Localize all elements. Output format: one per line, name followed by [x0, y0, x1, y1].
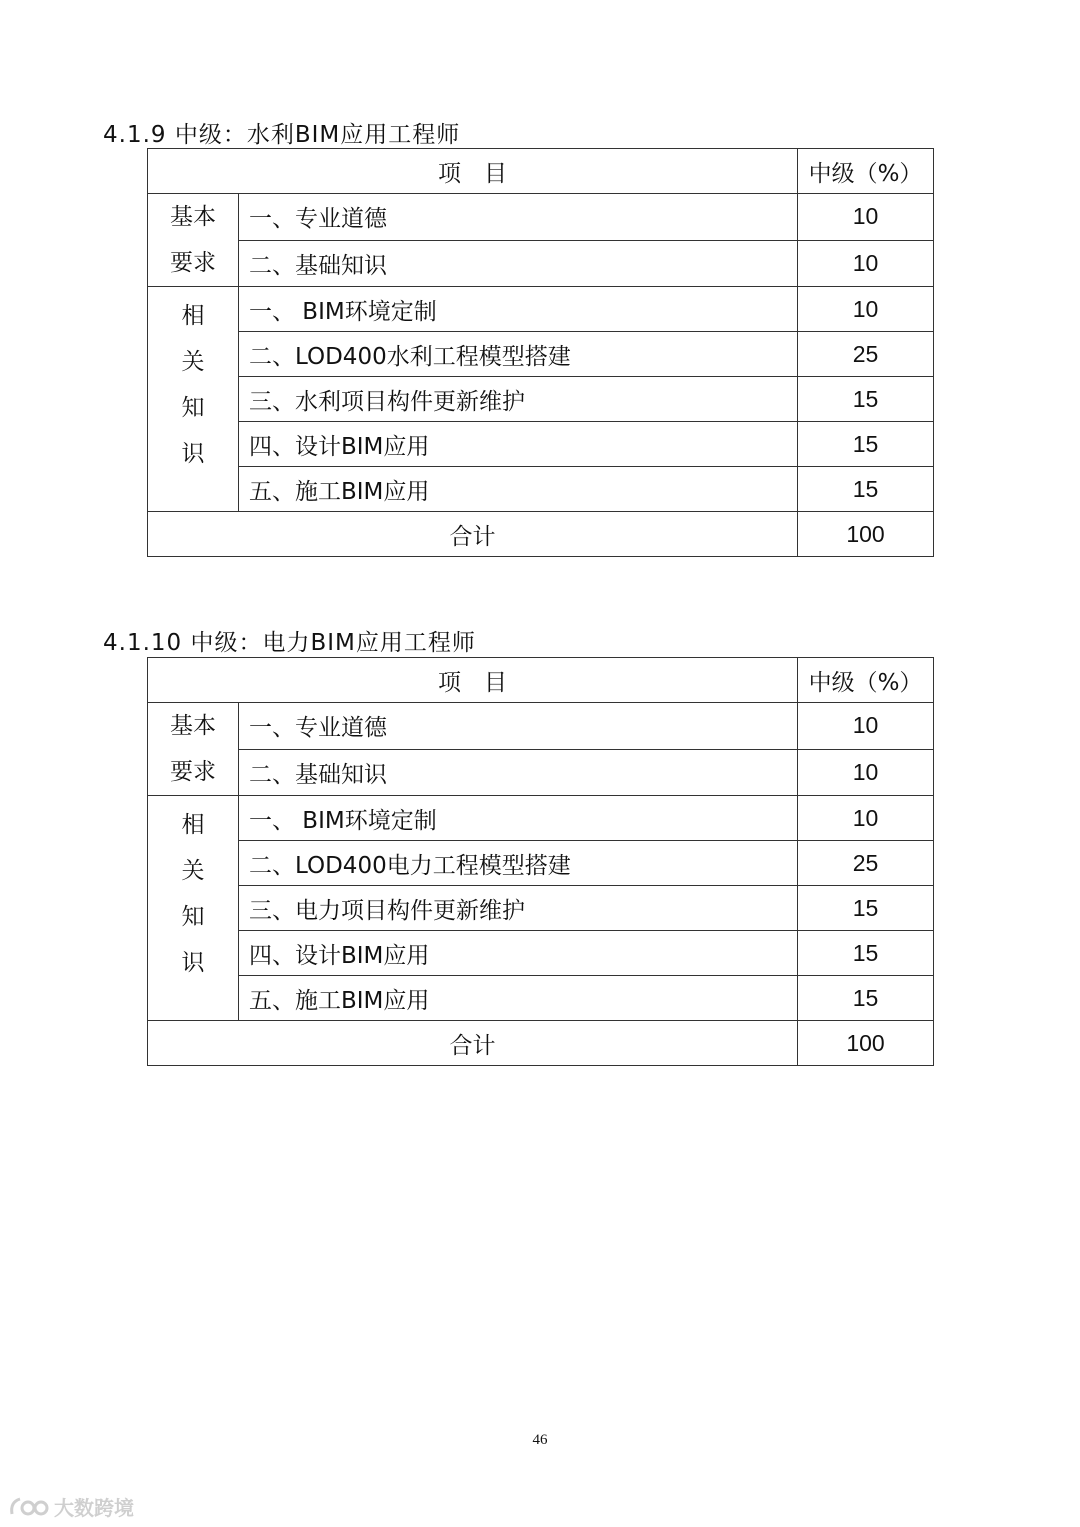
- brand-logo-icon: [8, 1494, 50, 1520]
- row-percent: 10: [798, 749, 934, 796]
- table-row: [148, 749, 934, 796]
- table-total-row: [148, 512, 934, 557]
- category-text: 基本: [170, 204, 216, 230]
- section-title-water: 4.1.9 中级：水利BIM应用工程师: [103, 122, 461, 148]
- row-percent: 25: [798, 841, 934, 886]
- row-item: 一、 BIM环境定制: [239, 796, 798, 841]
- category-text: 基本: [170, 713, 216, 739]
- table-row: [148, 886, 934, 931]
- watermark: [8, 1492, 134, 1521]
- row-item: 二、基础知识: [239, 749, 798, 796]
- row-percent: 10: [798, 287, 934, 332]
- total-percent: 100: [798, 1021, 934, 1066]
- page-number: 46: [532, 1432, 548, 1448]
- table-row: [148, 703, 934, 750]
- category-text: 要求: [170, 250, 216, 276]
- header-level: 中级（%）: [798, 149, 934, 194]
- total-percent: 100: [798, 512, 934, 557]
- row-percent: 15: [798, 377, 934, 422]
- row-item: 五、施工BIM应用: [239, 976, 798, 1021]
- score-table-water: [147, 148, 934, 557]
- category-text: 关: [181, 349, 205, 375]
- score-table-power: [147, 657, 934, 1066]
- row-percent: 25: [798, 332, 934, 377]
- row-percent: 10: [798, 194, 934, 241]
- table-row: [148, 976, 934, 1021]
- header-item: 项 目: [148, 149, 798, 194]
- section-title-power: 4.1.10 中级：电力BIM应用工程师: [103, 630, 476, 656]
- category-text: 关: [181, 858, 205, 884]
- category-text: 知: [181, 904, 205, 930]
- row-percent: 10: [798, 240, 934, 287]
- table-row: [148, 796, 934, 841]
- header-item: 项 目: [148, 658, 798, 703]
- row-item: 三、水利项目构件更新维护: [239, 377, 798, 422]
- row-percent: 10: [798, 796, 934, 841]
- row-item: 二、基础知识: [239, 240, 798, 287]
- row-item: 二、LOD400水利工程模型搭建: [239, 332, 798, 377]
- category-basic: [148, 703, 239, 796]
- category-text: 知: [181, 395, 205, 421]
- table-total-row: [148, 1021, 934, 1066]
- category-text: 识: [181, 441, 205, 467]
- category-basic: [148, 194, 239, 287]
- row-percent: 10: [798, 703, 934, 750]
- table-row: [148, 332, 934, 377]
- row-percent: 15: [798, 467, 934, 512]
- total-label: 合计: [148, 1021, 798, 1066]
- category-text: 要求: [170, 759, 216, 785]
- table-row: [148, 240, 934, 287]
- table-header-row: [148, 658, 934, 703]
- table-row: [148, 287, 934, 332]
- category-text: 相: [181, 303, 205, 329]
- row-item: 一、专业道德: [239, 194, 798, 241]
- watermark-text: 大数跨境: [54, 1496, 134, 1520]
- table-row: [148, 194, 934, 241]
- row-item: 四、设计BIM应用: [239, 931, 798, 976]
- table-row: [148, 467, 934, 512]
- table-row: [148, 841, 934, 886]
- row-item: 五、施工BIM应用: [239, 467, 798, 512]
- row-item: 一、专业道德: [239, 703, 798, 750]
- row-percent: 15: [798, 976, 934, 1021]
- row-percent: 15: [798, 931, 934, 976]
- row-item: 二、LOD400电力工程模型搭建: [239, 841, 798, 886]
- row-percent: 15: [798, 422, 934, 467]
- table-row: [148, 377, 934, 422]
- category-text: 相: [181, 812, 205, 838]
- row-percent: 15: [798, 886, 934, 931]
- table-header-row: [148, 149, 934, 194]
- row-item: 三、电力项目构件更新维护: [239, 886, 798, 931]
- category-related: [148, 796, 239, 1021]
- row-item: 一、 BIM环境定制: [239, 287, 798, 332]
- header-level: 中级（%）: [798, 658, 934, 703]
- table-row: [148, 931, 934, 976]
- category-related: [148, 287, 239, 512]
- row-item: 四、设计BIM应用: [239, 422, 798, 467]
- category-text: 识: [181, 950, 205, 976]
- table-row: [148, 422, 934, 467]
- total-label: 合计: [148, 512, 798, 557]
